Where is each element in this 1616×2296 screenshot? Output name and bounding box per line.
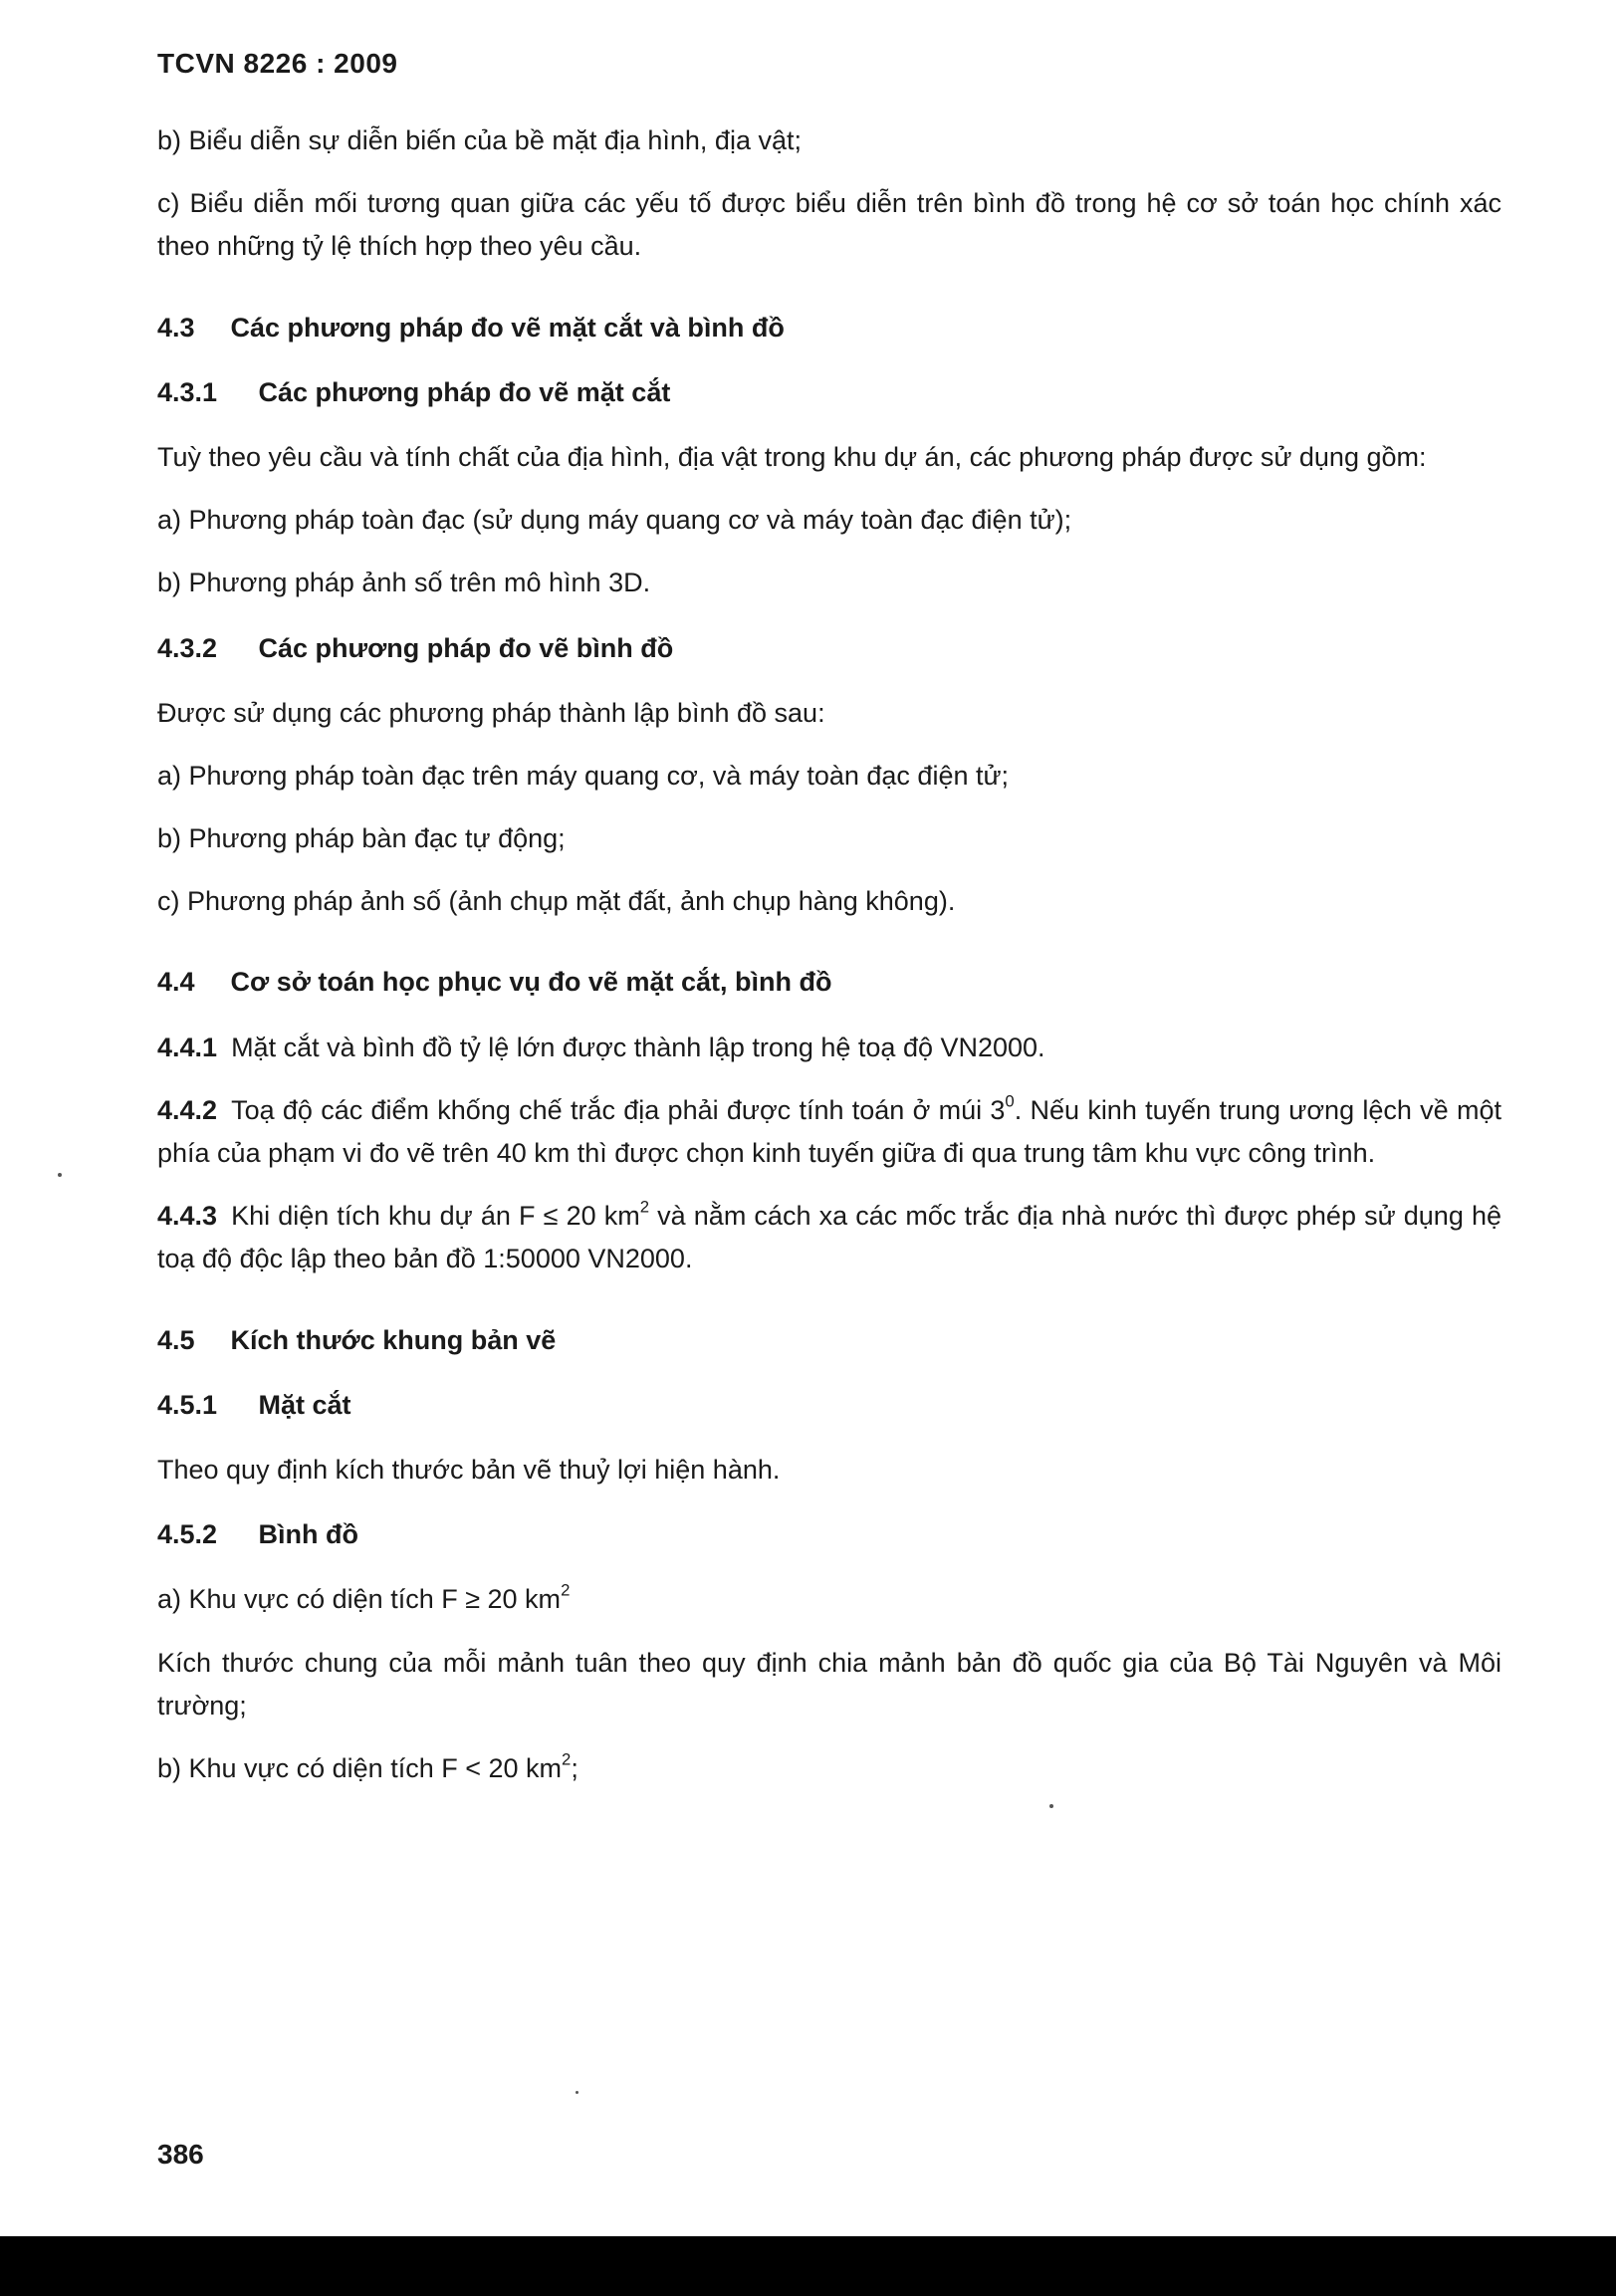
clause-text: Toạ độ các điểm khống chế trắc địa phải được tính toán ở múi 3 [231,1094,1006,1125]
clause-number: 4.4.3 [157,1201,218,1232]
clause-number: 4.4.1 [157,1032,218,1062]
section-4-5-1-heading [157,1384,1501,1427]
list-item-4-3-1-a: a) Phương pháp toàn đạc (sử dụng máy quang cơ và máy toàn đạc điện tử); [157,505,1072,536]
section-title: Các phương pháp đo vẽ mặt cắt [258,376,671,407]
section-number: 4.5 [157,1324,195,1355]
superscript: 2 [561,1580,571,1600]
section-number: 4.5.2 [157,1519,218,1550]
document-body [157,119,1501,1810]
section-4-3-2-heading [157,627,1501,670]
list-item-4-3-1-b: b) Phương pháp ảnh số trên mô hình 3D. [157,568,651,598]
item-text: b) Khu vực có diện tích F < 20 km [157,1752,563,1783]
section-4-3-1-heading [157,371,1501,414]
paragraph-4-5-1: Theo quy định kích thước bản vẽ thuỷ lợi hiện hành. [157,1454,781,1485]
scan-speck [1049,1804,1053,1808]
section-4-3-heading [157,307,1501,349]
clause-number: 4.4.2 [157,1094,218,1125]
list-item-4-5-2-a [157,1578,1501,1621]
paragraph-4-3-1-intro: Tuỳ theo yêu cầu và tính chất của địa hình, địa vật trong khu dự án, các phương pháp được sử dụng gồm: [157,441,1427,472]
section-number: 4.4 [157,967,195,998]
section-title: Kích thước khung bản vẽ [230,1324,557,1355]
superscript: 0 [1005,1091,1015,1111]
page-number: 386 [157,2139,204,2170]
clause-4-4-1 [157,1027,1501,1069]
paragraph-4-3-2-intro: Được sử dụng các phương pháp thành lập bình đồ sau: [157,697,825,728]
section-title: Mặt cắt [258,1389,351,1420]
superscript: 2 [639,1197,650,1217]
scan-speck [576,2091,578,2094]
section-number: 4.3.1 [157,376,218,407]
scan-border-bottom [0,2236,1616,2296]
section-4-5-2-heading [157,1513,1501,1556]
section-title: Các phương pháp đo vẽ bình đồ [258,632,674,663]
item-text: a) Khu vực có diện tích F ≥ 20 km [157,1584,562,1615]
section-number: 4.5.1 [157,1389,218,1420]
paragraph-4-5-2-a-desc: Kích thước chung của mỗi mảnh tuân theo quy định chia mảnh bản đồ quốc gia của Bộ Tài Nguyên và Môi trường; [157,1647,1501,1721]
section-4-4-heading [157,961,1501,1004]
section-title: Bình đồ [258,1519,358,1550]
list-item-4-3-2-a: a) Phương pháp toàn đạc trên máy quang cơ, và máy toàn đạc điện tử; [157,760,1010,791]
list-item-4-5-2-b [157,1747,1501,1790]
section-title: Các phương pháp đo vẽ mặt cắt và bình đồ [230,312,785,343]
clause-text-cont: và nằm cách xa các mốc trắc địa nhà nước thì được phép sử dụng hệ toạ độ độc lập theo bản đồ 1:50000 VN2000. [157,1201,1501,1274]
clause-4-4-2 [157,1089,1501,1175]
section-4-5-heading [157,1319,1501,1362]
clause-text: Mặt cắt và bình đồ tỷ lệ lớn được thành lập trong hệ toạ độ VN2000. [231,1032,1045,1062]
list-item-4-3-2-c: c) Phương pháp ảnh số (ảnh chụp mặt đất, ảnh chụp hàng không). [157,886,956,917]
clause-text-cont: . Nếu kinh tuyến trung ương lệch về một phía của phạm vi đo vẽ trên 40 km thì được chọn kinh tuyến giữa đi qua trung tâm khu vực công trình. [157,1094,1501,1168]
paragraph-b-terrain: b) Biểu diễn sự diễn biến của bề mặt địa hình, địa vật; [157,125,802,155]
scan-speck [58,1173,62,1177]
item-tail: ; [571,1752,578,1783]
section-title: Cơ sở toán học phục vụ đo vẽ mặt cắt, bình đồ [230,967,832,998]
list-item-4-3-2-b: b) Phương pháp bàn đạc tự động; [157,823,566,854]
section-number: 4.3 [157,312,195,343]
paragraph-c-relations: c) Biểu diễn mối tương quan giữa các yếu tố được biểu diễn trên bình đồ trong hệ cơ sở toán học chính xác theo những tỷ lệ thích hợp theo yêu cầu. [157,188,1501,262]
section-number: 4.3.2 [157,632,218,663]
document-header: TCVN 8226 : 2009 [157,48,398,79]
superscript: 2 [562,1749,572,1769]
clause-4-4-3 [157,1195,1501,1280]
clause-text: Khi diện tích khu dự án F ≤ 20 km [231,1201,640,1232]
